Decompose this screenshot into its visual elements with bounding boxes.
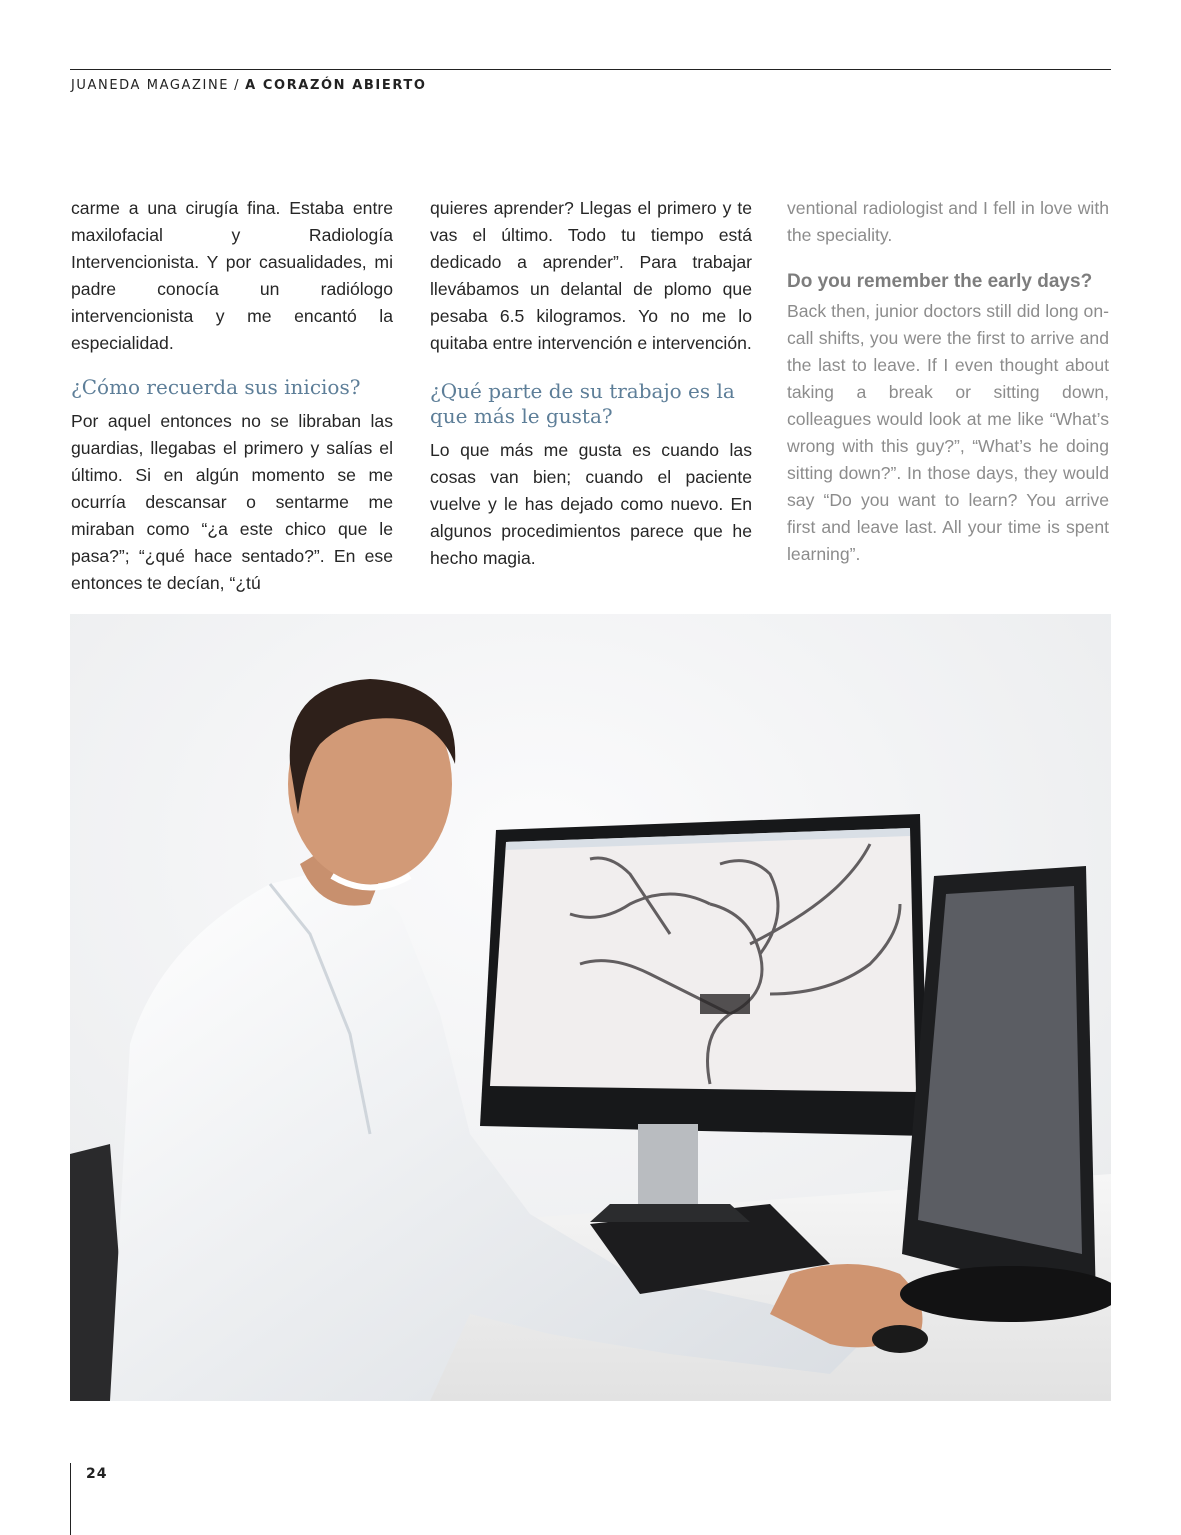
header-separator: /	[234, 78, 241, 93]
page-number: 24	[86, 1466, 108, 1482]
running-header	[71, 78, 426, 93]
section-heading: ¿Qué parte de su trabajo es la que más le gusta?	[430, 379, 735, 428]
section-heading: ¿Cómo recuerda sus inicios?	[71, 375, 361, 399]
article-column-3-english	[787, 195, 1109, 568]
body-paragraph: Back then, junior doctors still did long on-call shifts, you were the first to arrive and the last to leave. If I even thought about taking a break or sitting down, colleagues would look at me like “What’s wrong with this guy?”, “What’s he doing sitting down?”. In those days, they would say “Do you want to learn? You arrive first and leave last. All your time is spent learning”.	[787, 301, 1109, 564]
section-name: A CORAZÓN ABIERTO	[245, 78, 427, 93]
body-paragraph: carme a una cirugía fina. Estaba entre maxilofacial y Radiología Intervencionista. Y por casualidades, mi padre conocía un radiólogo intervencionista y me encantó la especialidad.	[71, 198, 393, 353]
publication-name: JUANEDA MAGAZINE	[71, 78, 230, 93]
body-paragraph: ventional radiologist and I fell in love with the speciality.	[787, 198, 1109, 245]
body-paragraph: Lo que más me gusta es cuando las cosas van bien; cuando el paciente vuelve y le has dejado como nuevo. En algunos procedimientos parece que he hecho magia.	[430, 440, 752, 568]
section-heading: Do you remember the early days?	[787, 271, 1093, 292]
footer-rule	[70, 1463, 71, 1535]
article-column-2	[430, 195, 752, 572]
body-paragraph: quieres aprender? Llegas el primero y te vas el último. Todo tu tiempo está dedicado a aprender”. Para trabajar llevábamos un delantal de plomo que pesaba 6.5 kilogramos. Yo no me lo quitaba entre intervención e intervención.	[430, 198, 752, 353]
body-paragraph: Por aquel entonces no se libraban las guardias, llegabas el primero y salías el último. Si en algún momento se me ocurría descansar o sentarme me miraban como “¿a este chico que le pasa?”; “¿qué hace sentado?”. En ese entonces te decían, “¿tú	[71, 411, 393, 593]
doctor-photo	[70, 614, 1111, 1401]
header-rule	[70, 69, 1111, 70]
article-column-1	[71, 195, 393, 597]
